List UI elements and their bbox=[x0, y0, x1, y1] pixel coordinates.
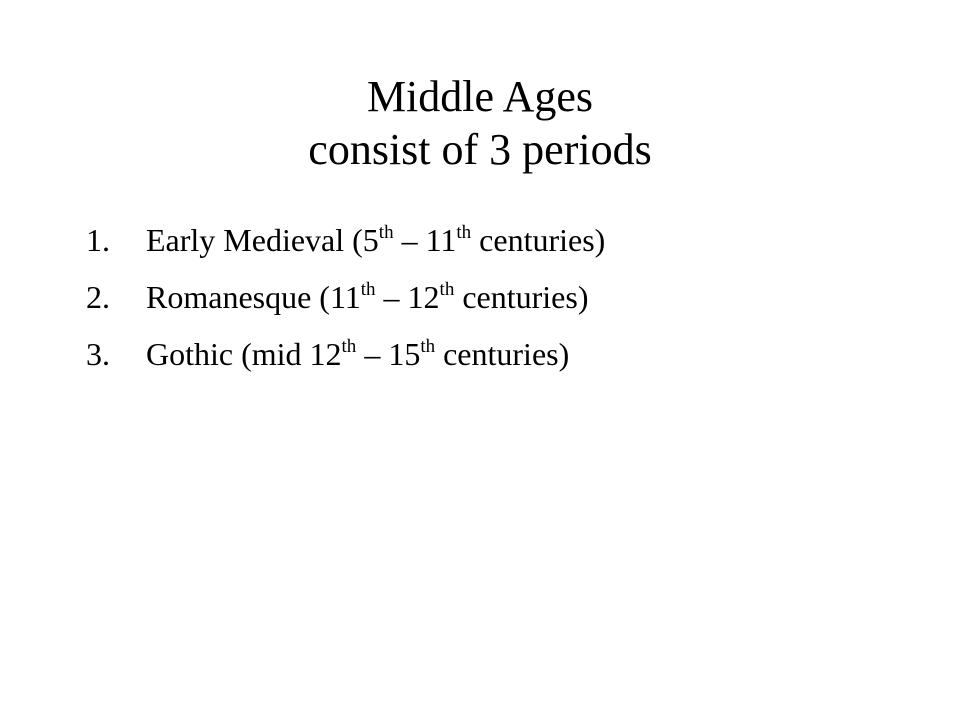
list-item bbox=[86, 277, 605, 334]
ordinal-suffix: th bbox=[360, 279, 376, 300]
ordinal-suffix: th bbox=[341, 336, 357, 357]
title-line-2: consist of 3 periods bbox=[308, 125, 652, 174]
list-item bbox=[86, 334, 605, 391]
list-item-text: centuries) bbox=[454, 279, 589, 315]
list-item-number: 2. bbox=[86, 279, 110, 315]
list-item-text: – 15 bbox=[356, 336, 421, 372]
period-list bbox=[86, 220, 605, 391]
ordinal-suffix: th bbox=[378, 222, 394, 243]
list-item-text: Romanesque (11 bbox=[146, 279, 361, 315]
ordinal-suffix: th bbox=[456, 222, 472, 243]
list-item-text: – 12 bbox=[375, 279, 440, 315]
slide-title bbox=[0, 70, 960, 176]
list-item-text: – 11 bbox=[393, 222, 457, 258]
list-item-number: 3. bbox=[86, 336, 110, 372]
list-item bbox=[86, 220, 605, 277]
list-item-text: Early Medieval (5 bbox=[146, 222, 379, 258]
ordinal-suffix: th bbox=[439, 279, 455, 300]
ordinal-suffix: th bbox=[420, 336, 436, 357]
list-item-text: Gothic (mid 12 bbox=[146, 336, 342, 372]
list-item-text: centuries) bbox=[435, 336, 570, 372]
title-line-1: Middle Ages bbox=[366, 72, 594, 121]
list-item-number: 1. bbox=[86, 222, 110, 258]
list-item-text: centuries) bbox=[471, 222, 606, 258]
